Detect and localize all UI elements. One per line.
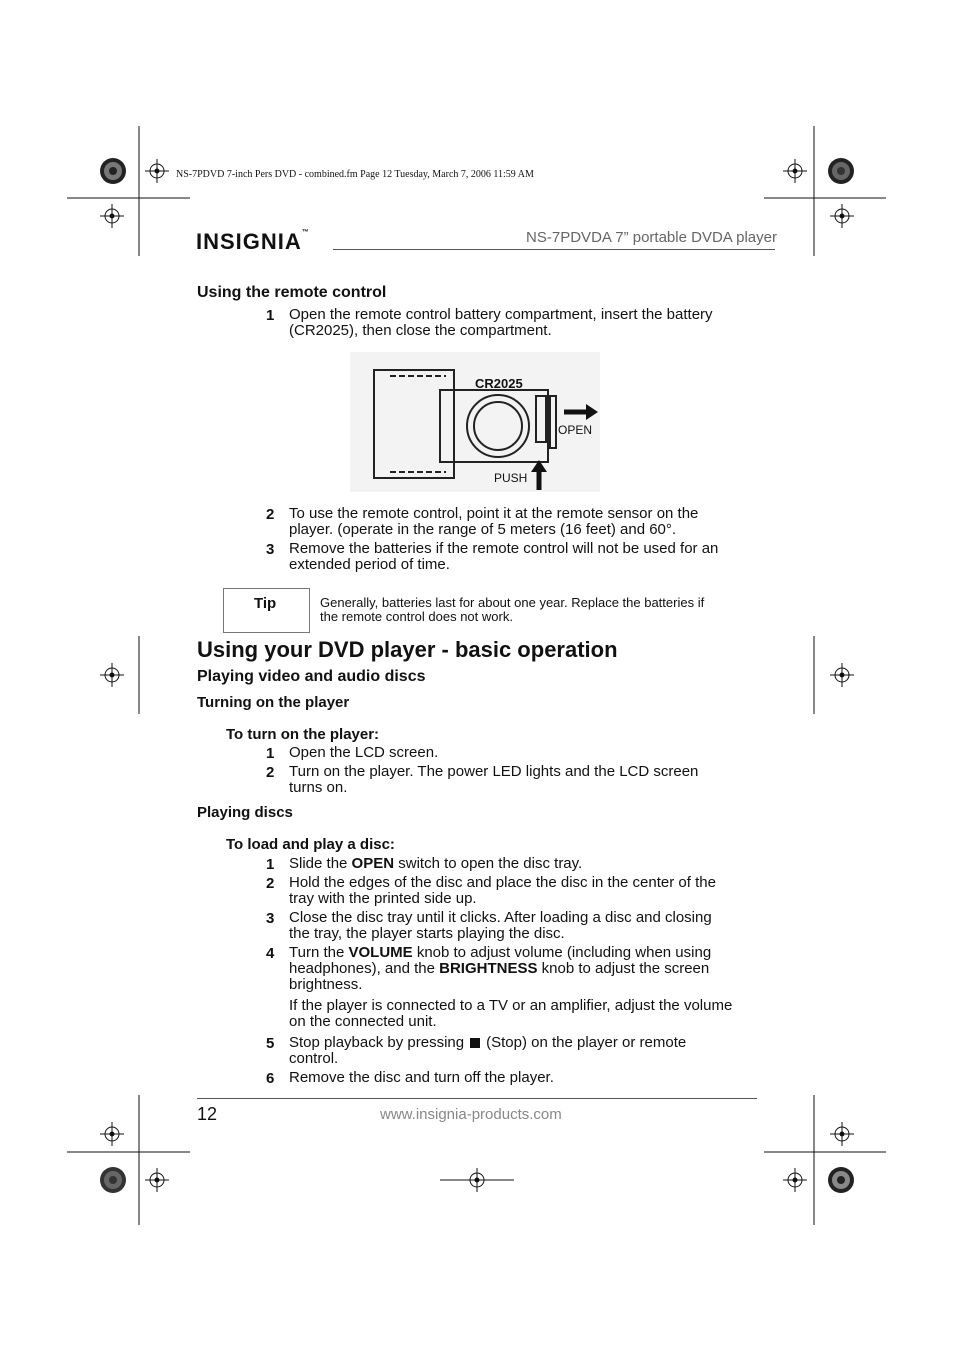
registration-mark-icon [830, 204, 854, 228]
registration-mark-icon [440, 1168, 514, 1192]
tip-line: Generally, batteries last for about one year. Replace the batteries if [320, 595, 705, 610]
registration-mark-icon [145, 159, 169, 183]
step-line: Close the disc tray until it clicks. After loading a disc and closing [289, 909, 712, 926]
step-line: If the player is connected to a TV or an amplifier, adjust the volume [289, 997, 733, 1014]
subsection-heading-turning-on: Turning on the player [197, 694, 350, 711]
step-text [289, 945, 759, 993]
step-fragment: Stop playback by pressing [289, 1034, 465, 1051]
step-number: 2 [266, 506, 275, 523]
logo-text: INSIGNIA [196, 229, 302, 254]
footer-url: www.insignia-products.com [380, 1106, 562, 1123]
open-label: OPEN [558, 423, 593, 437]
push-label: PUSH [494, 471, 528, 485]
step-text [289, 541, 759, 573]
step-line: (CR2025), then close the compartment. [289, 322, 552, 339]
step-keyword: VOLUME [348, 944, 413, 961]
registration-mark-icon [783, 1168, 807, 1192]
step-line: To use the remote control, point it at the remote sensor on the [289, 505, 699, 522]
step-line: turns on. [289, 779, 348, 796]
header-title: NS-7PDVDA 7” portable DVDA player [526, 229, 777, 246]
step-line: extended period of time. [289, 556, 450, 573]
step-fragment: switch to open the disc tray. [394, 855, 583, 872]
step-line: Remove the batteries if the remote control will not be used for an [289, 540, 719, 557]
page-number: 12 [197, 1104, 218, 1124]
footer-rule [197, 1098, 757, 1099]
star-target-icon [828, 1167, 854, 1193]
header-rule [333, 249, 775, 250]
procedure-heading-load-disc: To load and play a disc: [226, 836, 395, 853]
section-heading-playing: Playing video and audio discs [197, 668, 426, 685]
step-line [289, 1035, 759, 1051]
step-line: Open the remote control battery compartment, insert the battery [289, 306, 713, 323]
section-heading-remote: Using the remote control [197, 284, 387, 301]
step-number: 3 [266, 910, 275, 927]
step-fragment: knob to adjust the screen [537, 960, 710, 977]
stop-icon [470, 1038, 480, 1048]
step-line [289, 961, 759, 977]
step-fragment: (Stop) on the player or remote [486, 1034, 687, 1051]
star-target-icon [100, 158, 126, 184]
star-target-icon [100, 1167, 126, 1193]
registration-mark-icon [145, 1168, 169, 1192]
step-line [289, 945, 759, 961]
step-line: Hold the edges of the disc and place the disc in the center of the [289, 874, 716, 891]
step-fragment: knob to adjust volume (including when using [412, 944, 712, 961]
file-info: NS-7PDVD 7-inch Pers DVD - combined.fm Page 12 Tuesday, March 7, 2006 11:59 AM [176, 169, 534, 180]
step-text [289, 856, 759, 872]
subsection-heading-playing-discs: Playing discs [197, 804, 293, 821]
step-number: 4 [266, 945, 275, 962]
tip-label: Tip [254, 595, 277, 612]
step-number: 1 [266, 307, 275, 324]
step-line: tray with the printed side up. [289, 890, 477, 907]
step-number: 1 [266, 745, 275, 762]
registration-mark-icon [783, 159, 807, 183]
step-line: brightness. [289, 976, 363, 993]
step-line: the tray, the player starts playing the disc. [289, 925, 565, 942]
registration-mark-icon [830, 663, 854, 687]
step-text [289, 764, 759, 796]
battery-label: CR2025 [475, 376, 523, 391]
step-text: Remove the disc and turn off the player. [289, 1069, 554, 1086]
step-fragment: Turn the [289, 944, 349, 961]
step-keyword: BRIGHTNESS [439, 960, 538, 977]
registration-mark-icon [100, 1122, 124, 1146]
tip-line: the remote control does not work. [320, 609, 513, 624]
step-text [289, 1035, 759, 1067]
step-number: 5 [266, 1035, 275, 1052]
step-line: player. (operate in the range of 5 meters (16 feet) and 60°. [289, 521, 677, 538]
step-line: on the connected unit. [289, 1013, 437, 1030]
page-title: Using your DVD player - basic operation [197, 637, 618, 662]
step-text [289, 875, 759, 907]
star-target-icon [828, 158, 854, 184]
procedure-heading-turn-on: To turn on the player: [226, 726, 380, 743]
step-fragment: headphones), and the [289, 960, 440, 977]
step-fragment: Slide the [289, 855, 352, 872]
step-keyword: OPEN [351, 855, 395, 872]
insignia-logo [196, 229, 310, 255]
step-text [289, 307, 759, 339]
registration-mark-icon [100, 204, 124, 228]
step-text: Open the LCD screen. [289, 744, 439, 761]
step-number: 2 [266, 764, 275, 781]
step-number: 6 [266, 1070, 275, 1087]
step-number: 1 [266, 856, 275, 873]
registration-mark-icon [830, 1122, 854, 1146]
step-line: control. [289, 1050, 339, 1067]
step-line: Turn on the player. The power LED lights and the LCD screen [289, 763, 699, 780]
step-note [289, 998, 759, 1030]
battery-compartment-figure [350, 352, 600, 492]
logo-trademark: ™ [301, 229, 310, 236]
step-text [289, 910, 759, 942]
step-text [289, 506, 759, 538]
tip-text [320, 596, 760, 624]
step-number: 2 [266, 875, 275, 892]
step-number: 3 [266, 541, 275, 558]
registration-mark-icon [100, 663, 124, 687]
